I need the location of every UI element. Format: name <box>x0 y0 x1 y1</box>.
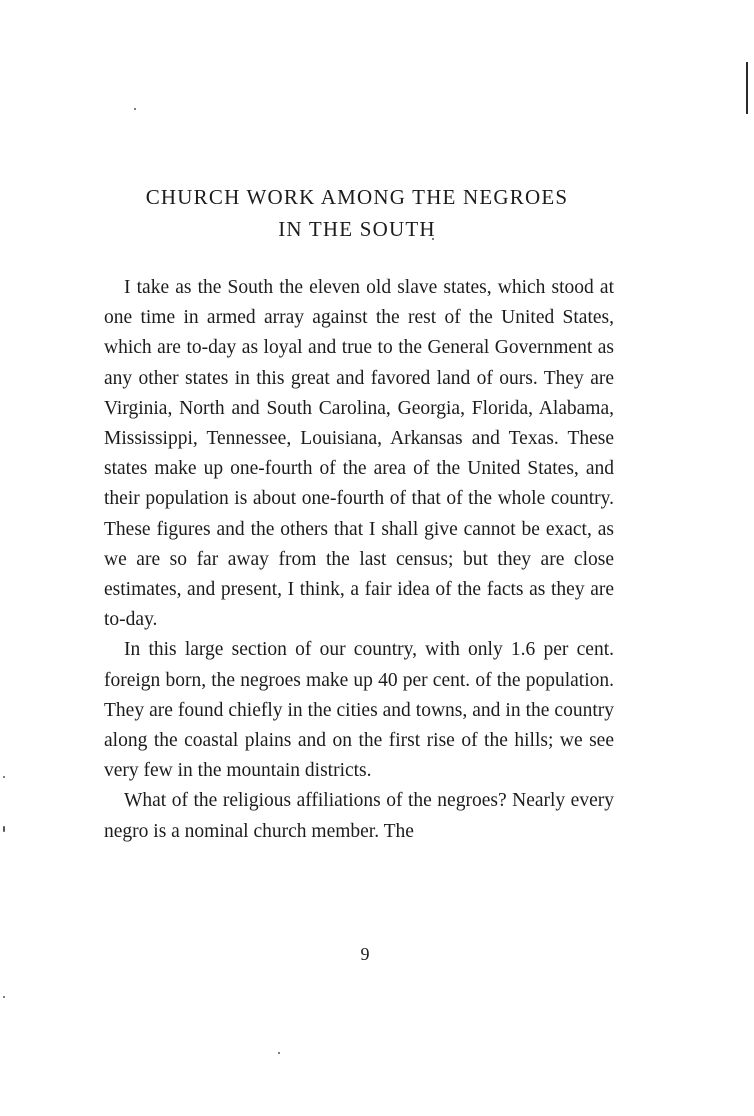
chapter-title-line-2: IN THE SOUTH <box>278 217 436 241</box>
chapter-title-line-1: CHURCH WORK AMONG THE NEGROES <box>145 185 569 209</box>
paragraph: What of the religious affiliations of the negroes? Nearly every negro is a nominal church member. The <box>104 790 614 842</box>
scan-speck <box>3 776 5 778</box>
scan-speck <box>3 826 5 832</box>
page-number: 9 <box>360 944 370 964</box>
scan-speck <box>134 108 136 110</box>
scan-speck <box>278 1052 280 1054</box>
paragraph: In this large section of our country, with only 1.6 per cent. foreign born, the negroes make up 40 per cent. of the population. They are found chiefly in the cities and towns, and in the country along the coastal plains and on the first rise of the hills; we see very few in the mountain districts. <box>104 639 614 782</box>
scan-speck <box>3 996 5 998</box>
paragraph: I take as the South the eleven old slave states, which stood at one time in armed array against the rest of the United States, which are to-day as loyal and true to the General Government as any other states in this great and favored land of ours. They are Virginia, North and South Carolina, Georgia, Florida, Alabama, Mississippi, Tennessee, Louisiana, Arkansas and Texas. These states make up one-fourth of the area of the United States, and their population is about one-fourth of that of the whole country. These figures and the others that I shall give cannot be exact, as we are so far away from the last census; but they are close estimates, and present, I think, a fair idea of the facts as they are to-day. <box>104 277 614 631</box>
page-edge-mark <box>746 62 748 114</box>
body-text <box>104 273 614 847</box>
